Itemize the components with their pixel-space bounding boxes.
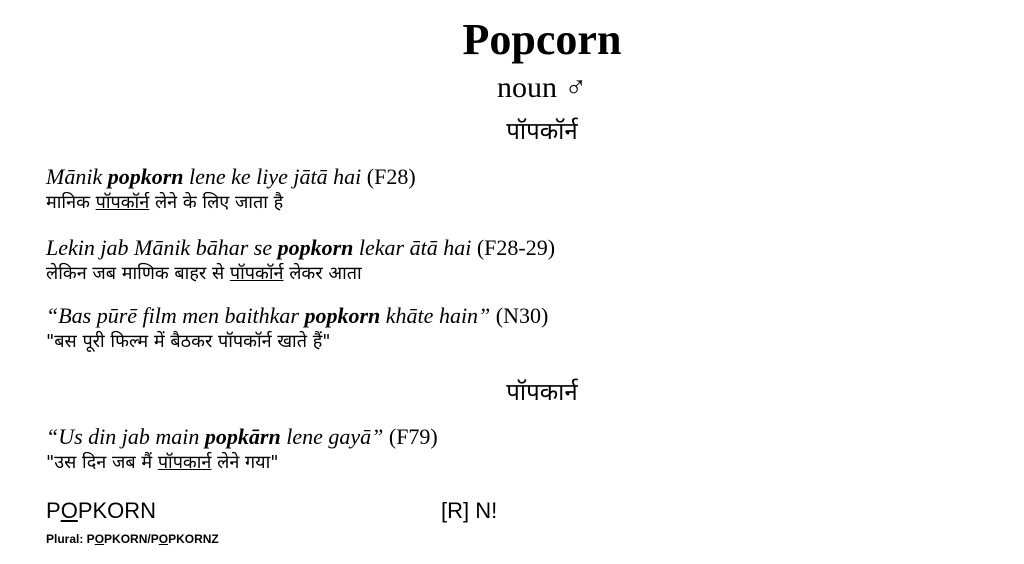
- example-devanagari-keyword: पॉपकॉर्न: [95, 192, 150, 213]
- example-reference: (F79): [383, 424, 438, 449]
- hindi-headword-variant: पॉपकार्न: [506, 378, 578, 406]
- part-of-speech: [0, 70, 1024, 106]
- example-romanized: Mānik popkorn lene ke liye jātā hai (F28): [46, 164, 416, 189]
- hindi-headword: पॉपकॉर्न: [506, 117, 578, 145]
- example-keyword: popkorn: [107, 164, 184, 189]
- male-gender-icon: ♂: [564, 71, 587, 104]
- transcription-word: POPKORN: [46, 498, 157, 523]
- example-1: [46, 164, 1006, 216]
- example-romanized: “Bas pūrē film men baithkar popkorn khāte hain” (N30): [46, 303, 549, 328]
- example-devanagari-keyword: पॉपकार्न: [157, 452, 212, 473]
- headword: Popcorn: [462, 15, 622, 64]
- example-reference: (F28): [361, 164, 416, 189]
- example-2: [46, 235, 1006, 287]
- example-devanagari: "बस पूरी फिल्म में बैठकर पॉपकॉर्न खाते हैं": [46, 331, 331, 352]
- example-reference: (F28-29): [471, 235, 556, 260]
- example-reference: (N30): [490, 303, 549, 328]
- example-devanagari-keyword: पॉपकॉर्न: [229, 263, 284, 284]
- example-keyword: popkārn: [204, 424, 281, 449]
- example-romanized: Lekin jab Mānik bāhar se popkorn lekar ātā hai (F28-29): [46, 235, 556, 260]
- part-of-speech-label: noun: [497, 71, 557, 104]
- example-4: [46, 424, 1006, 476]
- example-romanized: “Us din jab main popkārn lene gayā” (F79): [46, 424, 438, 449]
- example-keyword: popkorn: [277, 235, 354, 260]
- example-devanagari: लेकिन जब माणिक बाहर से पॉपकॉर्न लेकर आता: [46, 263, 362, 284]
- example-devanagari: "उस दिन जब मैं पॉपकार्न लेने गया": [46, 452, 279, 473]
- example-keyword: popkorn: [304, 303, 381, 328]
- example-3: [46, 303, 1006, 355]
- transcription-code: [R] N!: [441, 498, 498, 523]
- plural-forms: Plural: POPKORN/POPKORNZ: [46, 532, 219, 546]
- example-devanagari: मानिक पॉपकॉर्न लेने के लिए जाता है: [46, 192, 284, 213]
